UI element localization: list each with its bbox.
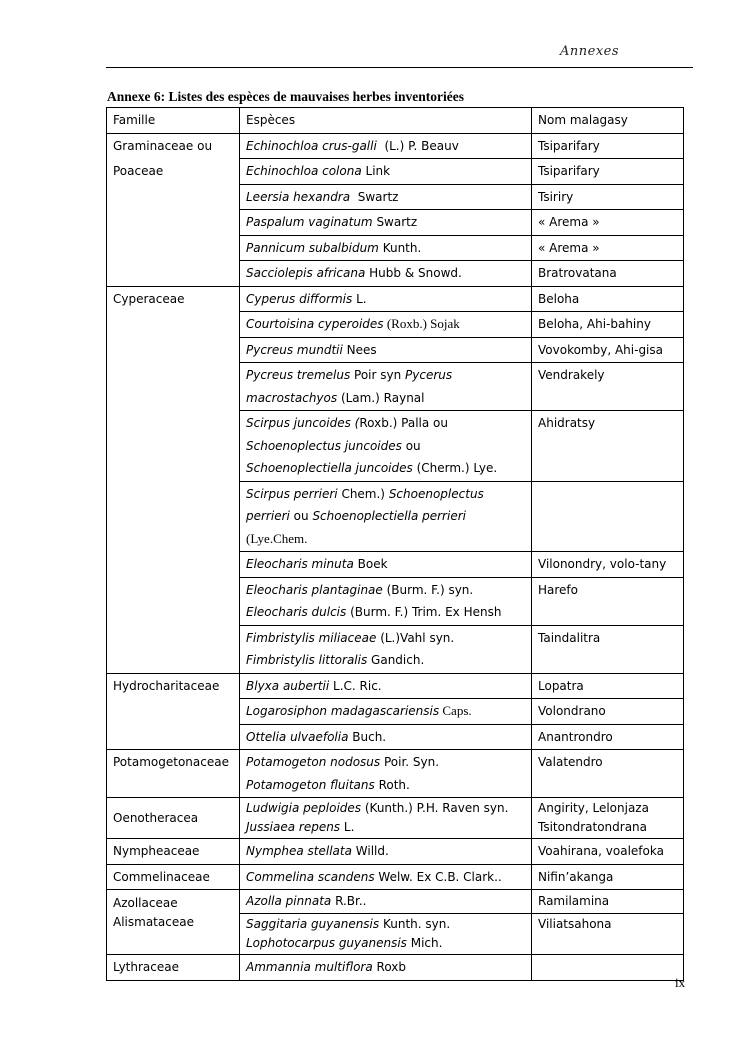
species-authority: (L.)Vahl syn.: [376, 630, 455, 645]
species-cell: [240, 133, 532, 159]
species-authority: Roxb.) Palla ou: [359, 416, 448, 430]
malagasy-cell: Voahirana, voalefoka: [532, 839, 684, 865]
species-authority: ou: [401, 438, 421, 453]
malagasy-cell: Nifin’akanga: [532, 864, 684, 890]
family-cell: [107, 724, 240, 750]
family-cell: [107, 699, 240, 725]
species-name: Schoenoplectus: [388, 486, 484, 501]
species-authority: Boek: [353, 557, 388, 571]
family-cell: Graminaceae ou: [107, 133, 240, 159]
annex-title: Annexe 6: Listes des espèces de mauvaises herbes inventoriées: [107, 89, 464, 104]
table-row: [107, 699, 684, 725]
species-authority: Gandich.: [367, 653, 425, 667]
running-header: Annexes: [560, 44, 620, 59]
malagasy-cell: Volondrano: [532, 699, 684, 725]
species-cell: [240, 159, 532, 185]
table-row: [107, 890, 684, 955]
species-name: Ludwigia peploides: [246, 801, 362, 815]
family-line: Alismataceae: [113, 915, 194, 929]
species-cell: [240, 481, 532, 552]
header-malagasy: Nom malagasy: [532, 108, 684, 134]
species-name: Sacciolepis africana: [246, 266, 366, 280]
species-authority: Kunth. syn.: [379, 917, 451, 931]
species-authority: Roth.: [374, 777, 410, 792]
species-cell: [240, 261, 532, 287]
species-name: Nymphea stellata: [246, 844, 352, 858]
table-row: [107, 411, 684, 482]
malagasy-cell: Harefo: [532, 577, 684, 625]
family-cell: Hydrocharitaceae: [107, 673, 240, 699]
species-authority: (Cherm.) Lye.: [412, 461, 498, 475]
malagasy-subcell: Ramilamina: [532, 890, 683, 914]
species-name: Logarosiphon madagascariensis: [246, 704, 440, 718]
species-authority: Swartz: [350, 189, 399, 204]
table-row: [107, 210, 684, 236]
species-authority: L.C. Ric.: [329, 678, 382, 693]
species-subcell: [240, 890, 531, 914]
species-name: Potamogeton fluitans: [246, 777, 375, 792]
species-name: Pannicum subalbidum: [246, 240, 379, 255]
species-authority: (Burm. F.) Trim. Ex Hensh: [346, 605, 502, 619]
species-cell: [240, 625, 532, 673]
species-cell: [240, 286, 532, 312]
table-row: [107, 261, 684, 287]
family-cell: [107, 890, 240, 955]
malagasy-cell: Valatendro: [532, 750, 684, 798]
species-authority: (Lye.Chem.: [246, 530, 308, 546]
species-name: Azolla pinnata: [246, 894, 332, 908]
species-name: Eleocharis dulcis: [246, 605, 347, 619]
table-row: [107, 750, 684, 798]
table-row: [107, 839, 684, 865]
table-row: [107, 312, 684, 338]
family-cell: [107, 577, 240, 625]
family-cell: [107, 235, 240, 261]
species-authority: Welw. Ex C.B. Clark..: [374, 869, 502, 884]
species-cell: [240, 890, 532, 955]
malagasy-cell: Tsiriry: [532, 184, 684, 210]
malagasy-cell: Anantrondro: [532, 724, 684, 750]
species-name: Pycreus mundtii: [246, 342, 343, 357]
family-cell: [107, 261, 240, 287]
family-cell: [107, 312, 240, 338]
species-cell: [240, 750, 532, 798]
species-authority: Willd.: [351, 844, 389, 858]
malagasy-cell: Lopatra: [532, 673, 684, 699]
table-row: [107, 577, 684, 625]
family-line: Azollaceae: [113, 896, 178, 910]
family-cell: [107, 411, 240, 482]
table-row: [107, 625, 684, 673]
species-cell: [240, 839, 532, 865]
family-cell: Nympheaceae: [107, 839, 240, 865]
species-name: Saggitaria guyanensis: [246, 917, 380, 931]
malagasy-cell: Vilonondry, volo-tany: [532, 552, 684, 578]
malagasy-cell: [532, 798, 684, 839]
species-name: Schoenoplectus juncoides: [246, 438, 402, 453]
species-name: Scirpus perrieri: [246, 486, 338, 501]
family-cell: [107, 552, 240, 578]
species-authority: Poir syn: [350, 368, 406, 382]
species-authority: Poir. Syn.: [380, 755, 440, 769]
table-row: [107, 864, 684, 890]
species-cell: [240, 724, 532, 750]
species-cell: [240, 235, 532, 261]
species-name: Ottelia ulvaefolia: [246, 729, 349, 744]
species-authority: ou: [289, 509, 313, 523]
species-authority: (Roxb.) Sojak: [383, 316, 460, 331]
table-row: [107, 673, 684, 699]
malagasy-cell: Beloha, Ahi-bahiny: [532, 312, 684, 338]
species-name: Potamogeton nodosus: [246, 755, 381, 769]
malagasy-line: Angirity, Lelonjaza: [538, 801, 649, 815]
species-name: Lophotocarpus guyanensis: [246, 936, 407, 950]
family-cell: [107, 337, 240, 363]
table-row: [107, 363, 684, 411]
malagasy-subcell: Viliatsahona: [538, 917, 612, 931]
malagasy-cell: Tsiparifary: [532, 159, 684, 185]
malagasy-line: Tsitondratondrana: [538, 820, 648, 834]
species-name: Eleocharis plantaginae: [246, 582, 383, 597]
malagasy-cell: Vovokomby, Ahi-gisa: [532, 337, 684, 363]
species-cell: [240, 184, 532, 210]
species-name: Schoenoplectiella perrieri: [312, 509, 466, 523]
page-number: ix: [675, 975, 686, 990]
family-cell: Lythraceae: [107, 955, 240, 981]
species-cell: [240, 312, 532, 338]
species-cell: [240, 673, 532, 699]
malagasy-cell: [532, 955, 684, 981]
header-rule: [106, 67, 693, 68]
malagasy-cell: « Arema »: [532, 210, 684, 236]
species-authority: Swartz: [372, 215, 418, 229]
species-name: Jussiaea repens: [246, 820, 341, 834]
species-authority: (L.) P. Beauv: [376, 138, 459, 153]
table-row: [107, 337, 684, 363]
malagasy-cell: Ahidratsy: [532, 411, 684, 482]
species-subcell: [240, 914, 531, 954]
species-name: Echinochloa colona: [246, 164, 362, 178]
species-name: Pycreus tremelus: [246, 368, 351, 382]
species-authority: (Kunth.) P.H. Raven syn.: [361, 801, 509, 815]
species-name: perrieri: [246, 509, 290, 523]
species-authority: Nees: [342, 342, 377, 357]
species-name: Cyperus difformis: [246, 291, 353, 306]
species-name: Scirpus juncoides (: [246, 416, 360, 430]
header-species: Espèces: [240, 108, 532, 134]
malagasy-cell: Taindalitra: [532, 625, 684, 673]
species-name: Echinochloa crus-galli: [246, 138, 377, 153]
species-name: Paspalum vaginatum: [246, 215, 373, 229]
species-cell: [240, 955, 532, 981]
species-cell: [240, 337, 532, 363]
species-authority: Link: [361, 164, 391, 178]
table-row: [107, 798, 684, 839]
species-authority: L.: [352, 291, 367, 306]
species-name: Fimbristylis miliaceae: [246, 630, 377, 645]
malagasy-cell: [532, 481, 684, 552]
species-cell: [240, 363, 532, 411]
species-authority: (Lam.) Raynal: [337, 390, 425, 405]
family-cell: Cyperaceae: [107, 286, 240, 312]
table-row: [107, 235, 684, 261]
species-authority: Buch.: [348, 729, 387, 744]
species-cell: [240, 577, 532, 625]
species-name: macrostachyos: [246, 390, 338, 405]
family-cell: [107, 363, 240, 411]
table-row: [107, 184, 684, 210]
species-name: Eleocharis minuta: [246, 557, 354, 571]
family-cell: [107, 481, 240, 552]
species-name: Fimbristylis littoralis: [246, 653, 368, 667]
table-row: [107, 133, 684, 159]
table-row: [107, 159, 684, 185]
species-authority: (Burm. F.) syn.: [382, 582, 474, 597]
species-authority: Kunth.: [378, 240, 422, 255]
family-cell: Oenotheracea: [107, 798, 240, 839]
malagasy-cell: Bratrovatana: [532, 261, 684, 287]
species-authority: Caps.: [439, 703, 472, 718]
family-cell: Commelinaceae: [107, 864, 240, 890]
species-authority: R.Br..: [331, 894, 367, 908]
species-authority: L.: [340, 820, 355, 834]
species-cell: [240, 699, 532, 725]
malagasy-cell: Tsiparifary: [532, 133, 684, 159]
family-cell: [107, 210, 240, 236]
species-name: Courtoisina cyperoides: [246, 317, 384, 331]
family-cell: Poaceae: [107, 159, 240, 185]
species-table: [106, 107, 684, 981]
header-family: Famille: [107, 108, 240, 134]
species-name: Schoenoplectiella juncoides: [246, 461, 413, 475]
malagasy-cell: « Arema »: [532, 235, 684, 261]
species-cell: [240, 864, 532, 890]
malagasy-cell: Beloha: [532, 286, 684, 312]
species-cell: [240, 552, 532, 578]
species-name: Commelina scandens: [246, 869, 375, 884]
species-cell: [240, 798, 532, 839]
species-name: Pycerus: [405, 368, 453, 382]
table-row: [107, 724, 684, 750]
table-row: [107, 286, 684, 312]
species-cell: [240, 210, 532, 236]
table-row: [107, 955, 684, 981]
table-header-row: [107, 108, 684, 134]
family-cell: [107, 184, 240, 210]
species-name: Ammannia multiflora: [246, 960, 373, 974]
species-authority: Hubb & Snowd.: [365, 266, 462, 280]
family-cell: [107, 625, 240, 673]
species-name: Blyxa aubertii: [246, 678, 330, 693]
species-authority: Chem.): [337, 486, 389, 501]
table-row: [107, 481, 684, 552]
family-cell: Potamogetonaceae: [107, 750, 240, 798]
malagasy-cell: Vendrakely: [532, 363, 684, 411]
species-cell: [240, 411, 532, 482]
species-authority: Roxb: [372, 960, 407, 974]
table-row: [107, 552, 684, 578]
species-name: Leersia hexandra: [246, 189, 351, 204]
species-authority: Mich.: [406, 936, 443, 950]
malagasy-cell: [532, 890, 684, 955]
